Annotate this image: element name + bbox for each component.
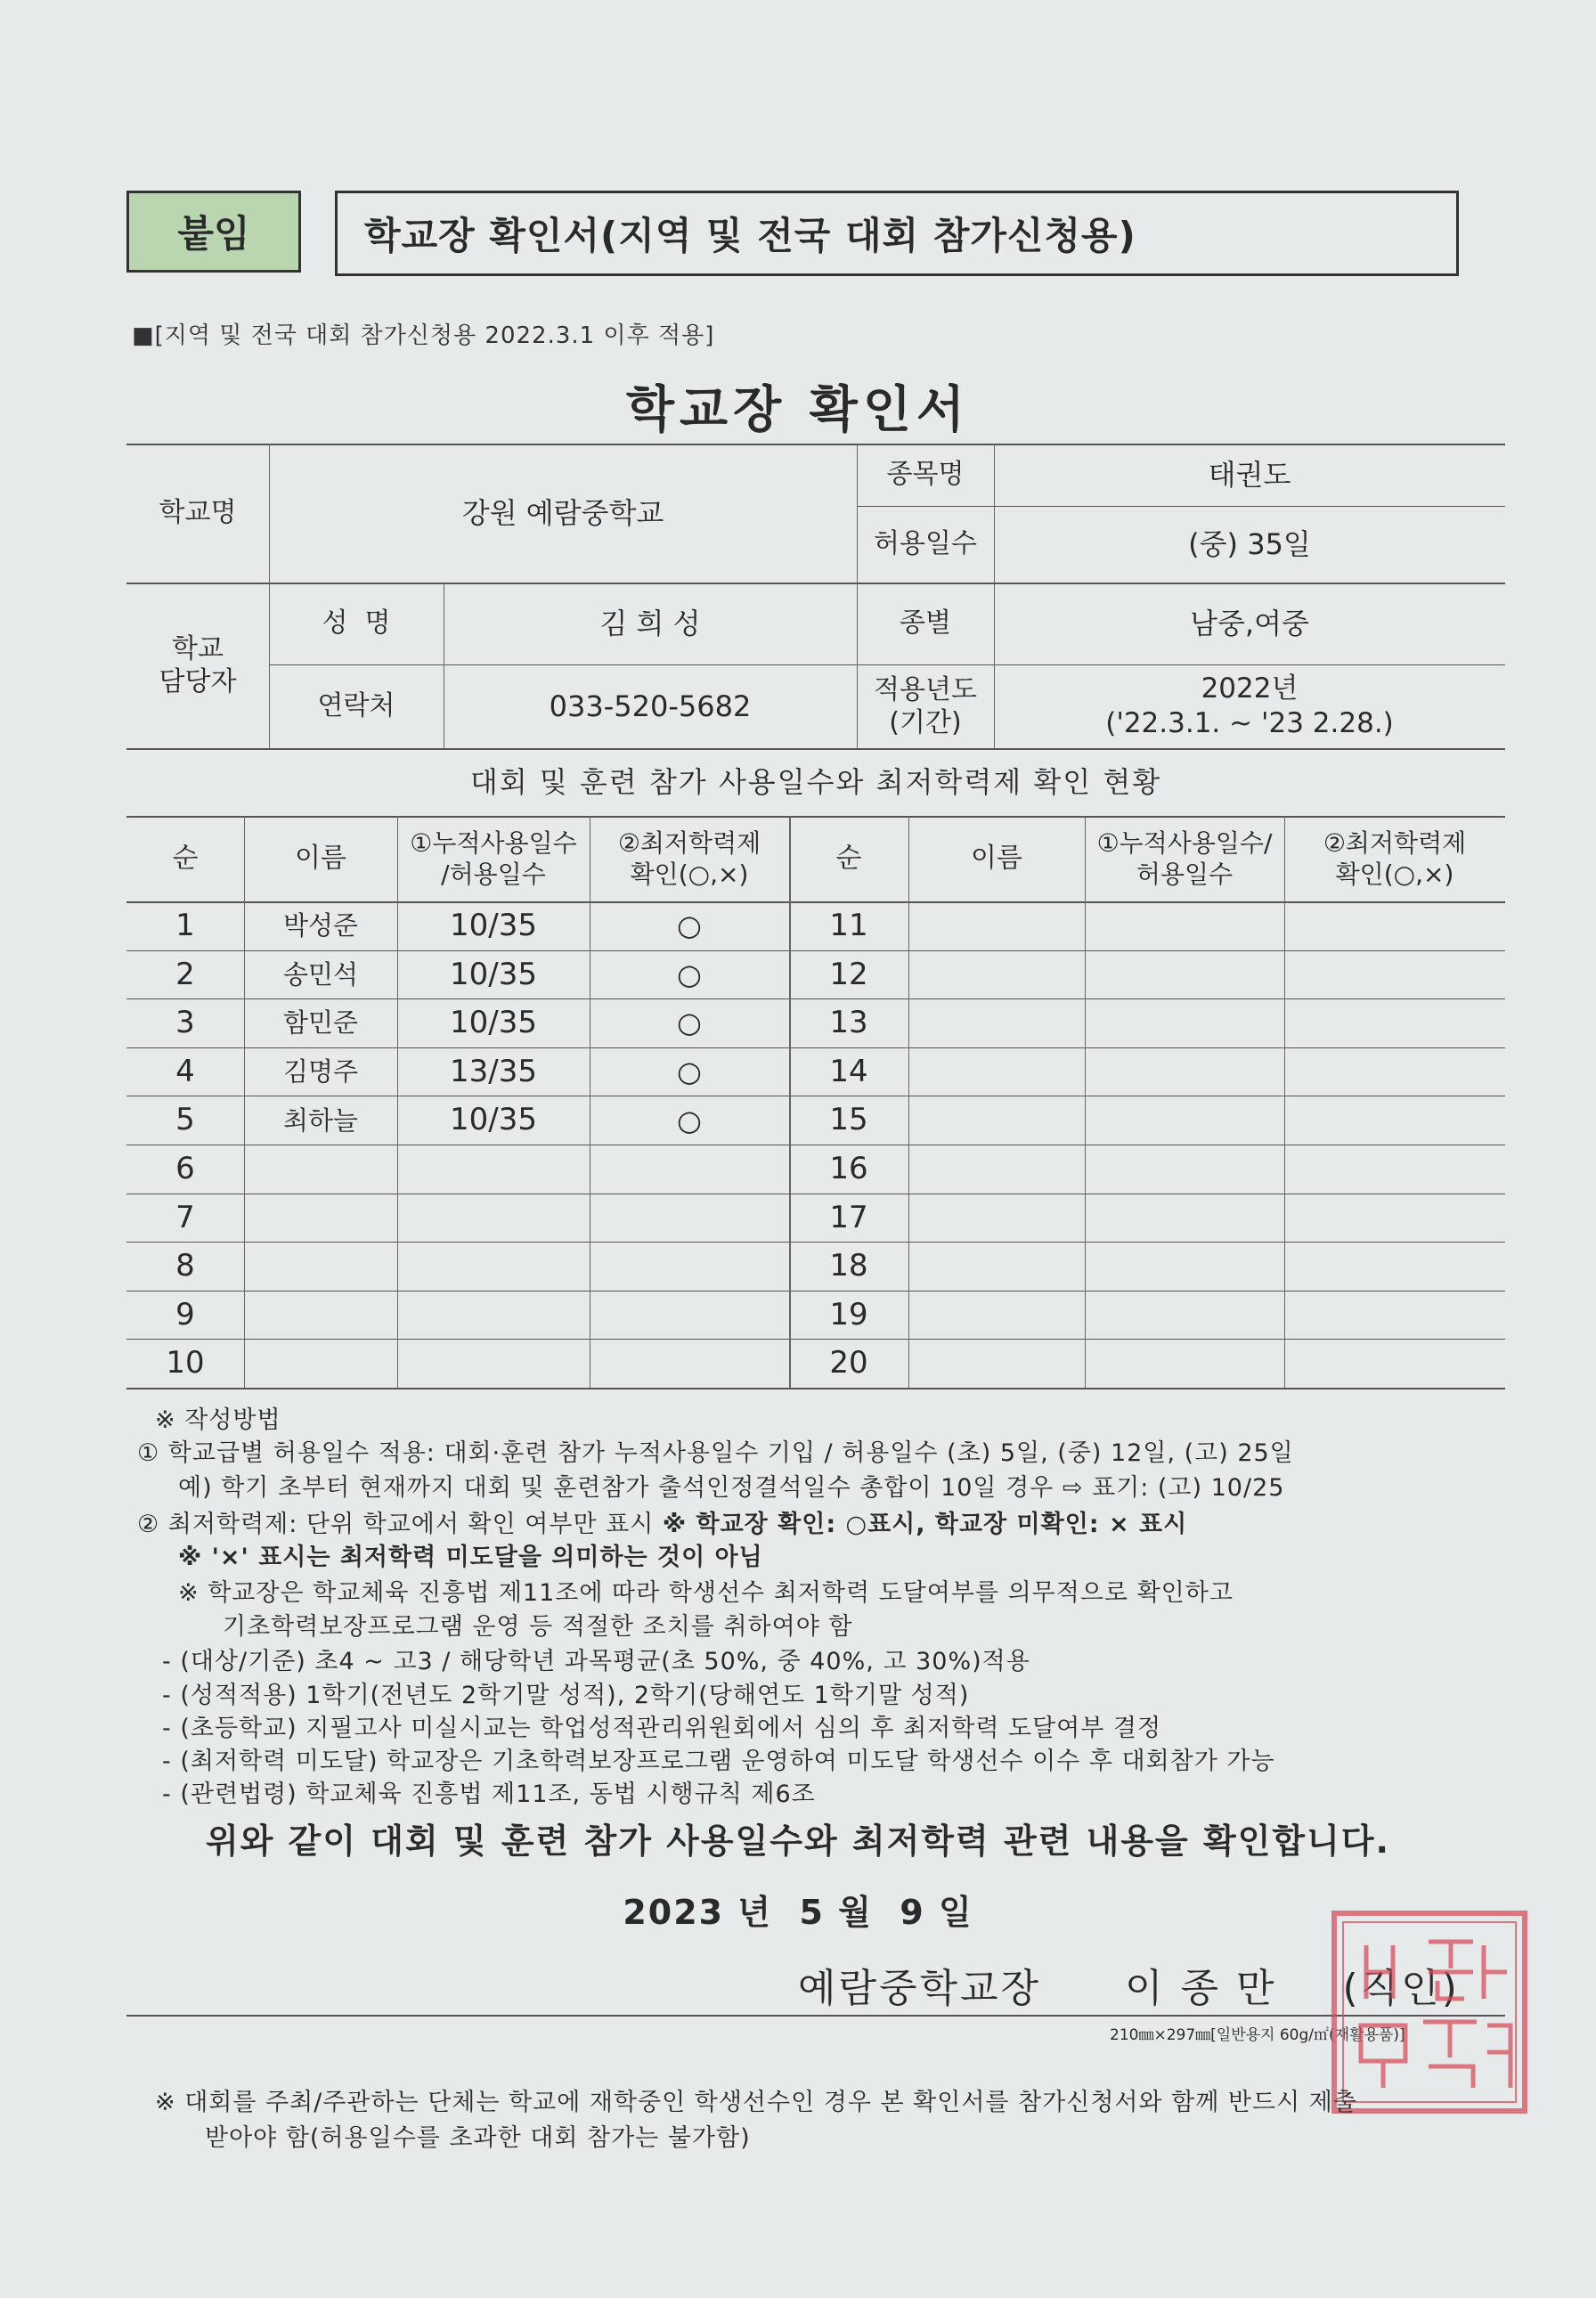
student-name: 최하늘 [282, 1104, 359, 1136]
instruction-emphasis: ※ 학교장 확인: ○표시, 학교장 미확인: × 표시 [662, 1511, 1188, 1538]
issue-date: 2023 년 5 월 9 일 [623, 1893, 973, 1932]
row-number-right: 11 [829, 908, 868, 944]
category-label: 종별 [900, 607, 951, 640]
allowed-days-value: (중) 35일 [1188, 527, 1311, 561]
instruction-line: - (성적적용) 1학기(전년도 2학기말 성적), 2학기(당해연도 1학기말 성적) [162, 1682, 970, 1709]
used-days [397, 1339, 590, 1388]
contact-label: 연락처 [317, 690, 395, 722]
row-number: 8 [175, 1248, 195, 1284]
row-number-right: 18 [829, 1248, 868, 1284]
used-days: 10/35 [450, 956, 537, 992]
footer-divider [126, 2015, 1505, 2017]
table-col-line [1085, 816, 1086, 1388]
achievement-check: ○ [677, 957, 702, 991]
instruction-line: - (대상/기준) 초4 ~ 고3 / 해당학년 과목평균(초 50%, 중 40%, 고 30%)적용 [162, 1648, 1030, 1675]
footer-note-line: ※ 대회를 주최/주관하는 단체는 학교에 재학중인 학생선수인 경우 본 확인서를 참가신청서와 함께 반드시 제출 [155, 2089, 1357, 2116]
student-name: 김명주 [282, 1055, 359, 1087]
contact-value: 033-520-5682 [549, 689, 752, 723]
row-number-right: 17 [829, 1199, 868, 1235]
instruction-line [137, 1504, 1187, 1539]
school-name-label: 학교명 [159, 497, 237, 529]
official-seal [1331, 1910, 1528, 2115]
applicability-note: ■[지역 및 전국 대회 참가신청용 2022.3.1 이후 적용] [132, 322, 715, 349]
signer-title: 예람중학교장 [798, 1966, 1042, 2011]
instruction-line: ① 학교급별 허용일수 적용: 대회·훈련 참가 누적사용일수 기입 / 허용일수 (초) 5일, (중) 12일, (고) 25일 [137, 1439, 1294, 1467]
header-name: 이름 [295, 843, 346, 875]
used-days [397, 1145, 590, 1194]
row-number: 9 [175, 1296, 195, 1332]
row-number: 1 [175, 908, 195, 944]
header-title: 학교장 확인서(지역 및 전국 대회 참가신청용) [335, 191, 1459, 276]
instruction-line: - (관련법령) 학교체육 진흥법 제11조, 동법 시행규칙 제6조 [162, 1781, 816, 1808]
staff-label: 학교 담당자 [159, 632, 237, 697]
staff-name-value: 김 희 성 [599, 607, 701, 640]
achievement-check: ○ [677, 909, 702, 943]
row-number: 2 [175, 956, 195, 992]
instruction-line: 예) 학기 초부터 현재까지 대회 및 훈련참가 출석인정결석일수 총합이 10일 경우 ⇨ 표기: (고) 10/25 [178, 1474, 1285, 1502]
row-number-right: 15 [829, 1102, 868, 1138]
used-days [397, 1194, 590, 1243]
attachment-badge: 붙임 [126, 191, 301, 273]
instruction-line: ※ '×' 표시는 최저학력 미도달을 의미하는 것이 아님 [178, 1544, 763, 1571]
instruction-line: ※ 학교장은 학교체육 진흥법 제11조에 따라 학생선수 최저학력 도달여부를 의무적으로 확인하고 [178, 1579, 1234, 1607]
row-number-right: 12 [829, 956, 868, 992]
achievement-check: ○ [677, 1055, 702, 1089]
student-name [244, 1339, 397, 1388]
achievement-check [590, 1242, 789, 1291]
sport-value: 태권도 [1208, 458, 1291, 492]
allowed-days-label: 허용일수 [874, 528, 977, 560]
table-col-line [1284, 816, 1285, 1388]
student-name [244, 1291, 397, 1340]
achievement-check: ○ [677, 1006, 702, 1040]
used-days: 10/35 [450, 1005, 537, 1041]
school-name-value: 강원 예람중학교 [461, 496, 664, 530]
used-days: 10/35 [450, 1102, 537, 1138]
header-check: ②최저학력제 확인(○,×) [617, 828, 761, 889]
instructions-heading: ※ 작성방법 [155, 1406, 281, 1434]
row-number: 4 [175, 1053, 195, 1089]
row-number: 10 [166, 1345, 205, 1381]
confirmation-statement: 위와 같이 대회 및 훈련 참가 사용일수와 최저학력 관련 내용을 확인합니다. [206, 1821, 1390, 1861]
sport-label: 종목명 [886, 459, 965, 491]
student-name: 송민석 [282, 958, 359, 990]
student-name [244, 1145, 397, 1194]
row-number-right: 13 [829, 1005, 868, 1041]
achievement-check [590, 1194, 789, 1243]
footer-note-line: 받아야 함(허용일수를 초과한 대회 참가는 불가함) [205, 2124, 751, 2152]
achievement-check: ○ [677, 1103, 702, 1137]
student-name: 함민준 [282, 1007, 359, 1039]
seal-label: (직인) [1342, 1966, 1460, 2011]
header-days: ①누적사용일수 /허용일수 [410, 828, 577, 889]
achievement-check [590, 1145, 789, 1194]
used-days [397, 1291, 590, 1340]
achievement-check [590, 1291, 789, 1340]
header-no: 순 [172, 843, 199, 875]
header-check-right: ②최저학력제 확인(○,×) [1323, 828, 1467, 889]
row-number: 5 [175, 1102, 195, 1138]
achievement-check [590, 1339, 789, 1388]
table-title: 대회 및 훈련 참가 사용일수와 최저학력제 확인 현황 [469, 765, 1162, 799]
row-number: 3 [175, 1005, 195, 1041]
paper-spec: 210㎜×297㎜[일반용지 60g/㎡(재활용품)] [1110, 2026, 1405, 2044]
used-days: 13/35 [450, 1053, 537, 1089]
student-name: 박성준 [282, 910, 359, 941]
row-number: 6 [175, 1151, 195, 1187]
row-number: 7 [175, 1199, 195, 1235]
table-col-line [908, 816, 909, 1388]
row-number-right: 16 [829, 1151, 868, 1187]
document-title: 학교장 확인서 [625, 381, 971, 439]
header-name-right: 이름 [971, 843, 1022, 875]
signer-name: 이 종 만 [1125, 1966, 1277, 2011]
row-number-right: 19 [829, 1296, 868, 1332]
instruction-line: - (최저학력 미도달) 학교장은 기초학력보장프로그램 운영하여 미도달 학생선수 이수 후 대회참가 가능 [162, 1748, 1275, 1775]
instruction-line: 기초학력보장프로그램 운영 등 적절한 조치를 취하여야 함 [223, 1613, 853, 1641]
used-days: 10/35 [450, 908, 537, 944]
period-label: 적용년도 (기간) [874, 673, 977, 738]
row-number-right: 20 [829, 1345, 868, 1381]
student-name [244, 1194, 397, 1243]
row-number-right: 14 [829, 1053, 868, 1089]
instruction-text: ② 최저학력제: 단위 학교에서 확인 여부만 표시 [137, 1511, 663, 1538]
instruction-line: - (초등학교) 지필고사 미실시교는 학업성적관리위원회에서 심의 후 최저학력 도달여부 결정 [162, 1715, 1162, 1742]
period-value: 2022년 ('22.3.1. ~ '23 2.28.) [1105, 672, 1394, 739]
staff-name-label: 성 명 [322, 607, 391, 640]
table-row-line [126, 1388, 1505, 1389]
used-days [397, 1242, 590, 1291]
category-value: 남중,여중 [1190, 607, 1309, 640]
student-name [244, 1242, 397, 1291]
header-no-right: 순 [835, 843, 862, 875]
header-days-right: ①누적사용일수/ 허용일수 [1096, 828, 1273, 889]
